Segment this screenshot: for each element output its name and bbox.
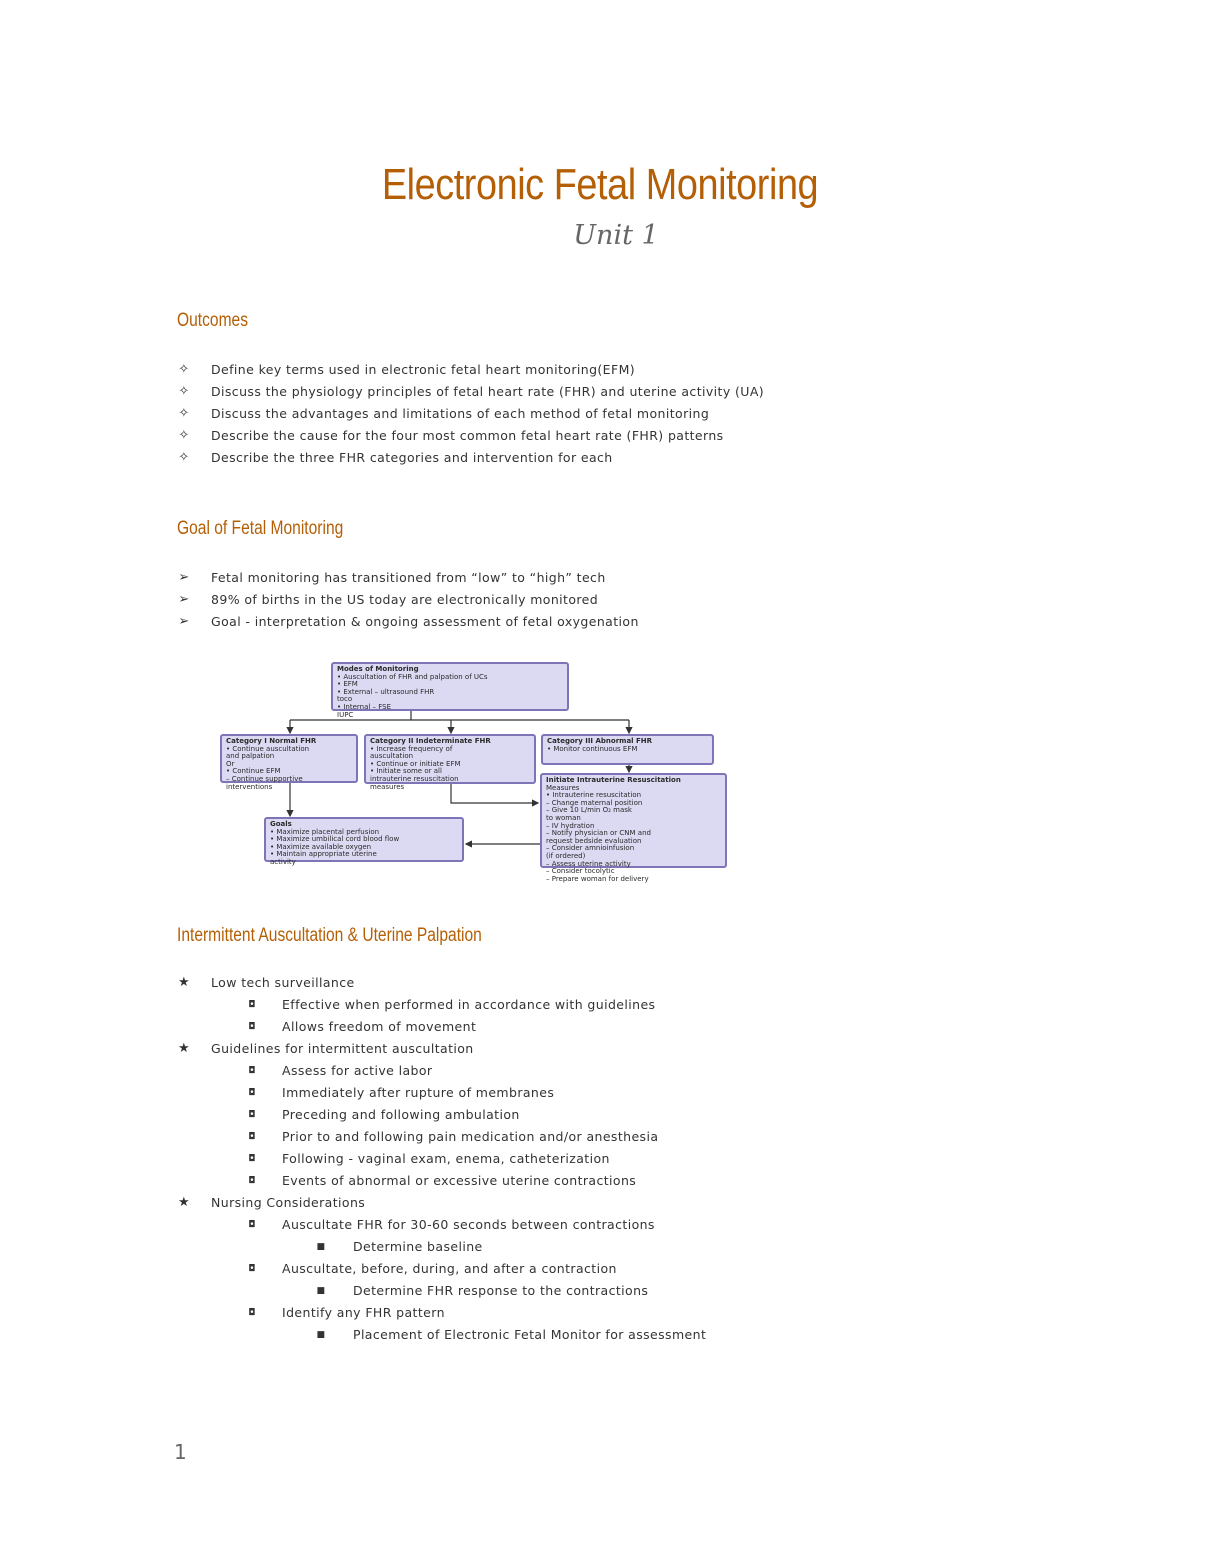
filled-square-bullet-icon: ■ <box>316 1286 326 1296</box>
goal-heading: Goal of Fetal Monitoring <box>177 518 344 539</box>
category-2-box: Category II Indeterminate FHR • Increase frequency of auscultation • Continue or initiate EFM • Initiate some or all intrauterine resuscitation measures <box>364 734 536 784</box>
sparkle-bullet-icon: ✧ <box>178 362 190 377</box>
sparkle-bullet-icon: ✧ <box>178 406 190 421</box>
document-title: Electronic Fetal Monitoring <box>381 160 819 209</box>
square-bullet-icon: ◘ <box>248 1132 256 1142</box>
square-bullet-icon: ◘ <box>248 1066 256 1076</box>
category-1-box: Category I Normal FHR • Continue auscultation and palpation Or • Continue EFM – Continue supportive interventions <box>220 734 358 783</box>
square-bullet-icon: ◘ <box>248 1220 256 1230</box>
square-bullet-icon: ◘ <box>248 1022 256 1032</box>
star-bullet-icon: ★ <box>177 975 191 990</box>
filled-square-bullet-icon: ■ <box>316 1330 326 1340</box>
modes-of-monitoring-box: Modes of Monitoring • Auscultation of FHR and palpation of UCs • EFM • External – ultrasound FHR toco • Internal – FSE IUPC <box>331 662 569 711</box>
star-bullet-icon: ★ <box>177 1195 191 1210</box>
square-bullet-icon: ◘ <box>248 1308 256 1318</box>
intermittent-heading: Intermittent Auscultation & Uterine Palpation <box>177 925 482 946</box>
category-3-box: Category III Abnormal FHR • Monitor continuous EFM <box>541 734 714 765</box>
square-bullet-icon: ◘ <box>248 1154 256 1164</box>
square-bullet-icon: ◘ <box>248 1088 256 1098</box>
document-subtitle: Unit 1 <box>573 220 659 251</box>
page-number: 1 <box>174 1440 187 1464</box>
arrow-bullet-icon: ➢ <box>178 570 190 585</box>
intrauterine-resuscitation-box: Initiate Intrauterine Resuscitation Measures • Intrauterine resuscitation – Change maternal position – Give 10 L/min O₂ mask to woman – IV hydration – Notify physician or CNM and request bedside evaluation – Consider amnioinfusion (if ordered) – Assess uterine activity – Consider tocolytic – Prepare woman for delivery <box>540 773 727 868</box>
sparkle-bullet-icon: ✧ <box>178 384 190 399</box>
star-bullet-icon: ★ <box>177 1041 191 1056</box>
arrow-bullet-icon: ➢ <box>178 614 190 629</box>
square-bullet-icon: ◘ <box>248 1176 256 1186</box>
square-bullet-icon: ◘ <box>248 1000 256 1010</box>
arrow-bullet-icon: ➢ <box>178 592 190 607</box>
sparkle-bullet-icon: ✧ <box>178 450 190 465</box>
filled-square-bullet-icon: ■ <box>316 1242 326 1252</box>
sparkle-bullet-icon: ✧ <box>178 428 190 443</box>
square-bullet-icon: ◘ <box>248 1110 256 1120</box>
square-bullet-icon: ◘ <box>248 1264 256 1274</box>
goals-box: Goals • Maximize placental perfusion • Maximize umbilical cord blood flow • Maximize available oxygen • Maintain appropriate uterine activity <box>264 817 464 862</box>
outcomes-heading: Outcomes <box>177 310 249 331</box>
fhr-management-flowchart <box>218 660 730 883</box>
